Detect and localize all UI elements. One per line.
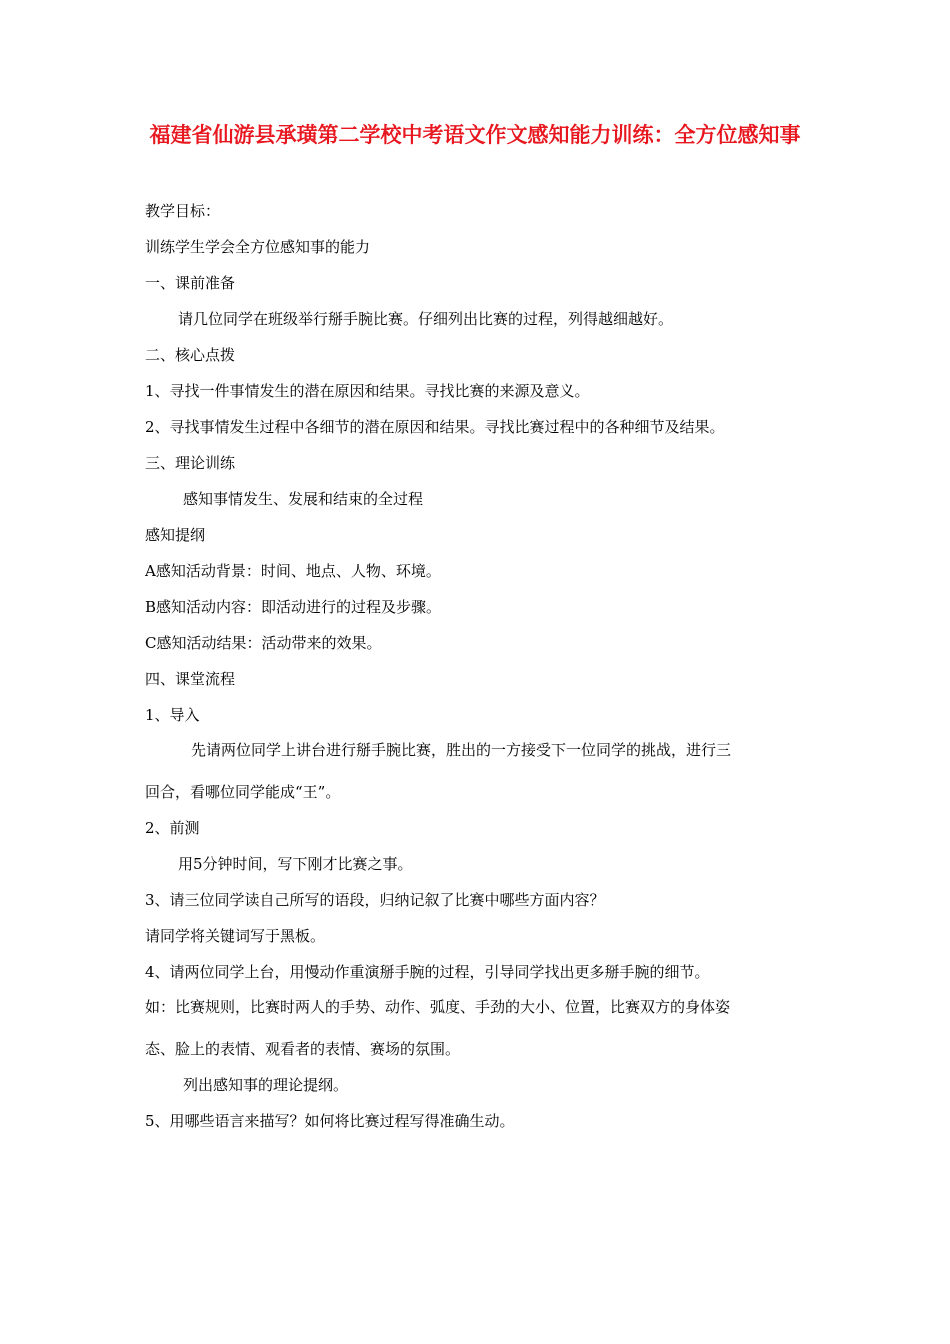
text-line: 2、前测 — [145, 819, 200, 837]
section-heading: 三、理论训练 — [145, 454, 236, 472]
section-heading: 一、课前准备 — [145, 274, 236, 292]
text-line: 5、用哪些语言来描写？如何将比赛过程写得准确生动。 — [145, 1112, 515, 1130]
text-line: 2、寻找事情发生过程中各细节的潜在原因和结果。寻找比赛过程中的各种细节及结果。 — [145, 418, 725, 436]
text-line: C感知活动结果：活动带来的效果。 — [145, 634, 382, 652]
text-line: A感知活动背景：时间、地点、人物、环境。 — [145, 562, 441, 580]
text-line: 3、请三位同学读自己所写的语段，归纳记叙了比赛中哪些方面内容？ — [145, 891, 605, 909]
text-line: 1、导入 — [145, 706, 200, 724]
text-line: 请同学将关键词写于黑板。 — [145, 927, 326, 945]
text-line: 态、脸上的表情、观看者的表情、赛场的氛围。 — [145, 1040, 461, 1058]
text-line: 感知提纲 — [145, 526, 206, 544]
text-line: 回合，看哪位同学能成“王”。 — [145, 783, 341, 801]
text-line: 教学目标： — [145, 202, 221, 220]
text-line: 感知事情发生、发展和结束的全过程 — [183, 490, 424, 508]
text-line: 先请两位同学上讲台进行掰手腕比赛，胜出的一方接受下一位同学的挑战，进行三 — [191, 741, 732, 759]
text-line: 如：比赛规则，比赛时两人的手势、动作、弧度、手劲的大小、位置，比赛双方的身体姿 — [145, 998, 731, 1016]
text-line: 用5分钟时间，写下刚才比赛之事。 — [178, 855, 413, 873]
text-line: 1、寻找一件事情发生的潜在原因和结果。寻找比赛的来源及意义。 — [145, 382, 590, 400]
text-line: 列出感知事的理论提纲。 — [183, 1076, 349, 1094]
text-line: 请几位同学在班级举行掰手腕比赛。仔细列出比赛的过程，列得越细越好。 — [178, 310, 674, 328]
document-title: 福建省仙游县承璜第二学校中考语文作文感知能力训练：全方位感知事 — [149, 123, 801, 147]
text-line: B感知活动内容：即活动进行的过程及步骤。 — [145, 598, 442, 616]
text-line: 4、请两位同学上台，用慢动作重演掰手腕的过程，引导同学找出更多掰手腕的细节。 — [145, 963, 710, 981]
section-heading: 四、课堂流程 — [145, 670, 236, 688]
section-heading: 二、核心点拨 — [145, 346, 236, 364]
text-line: 训练学生学会全方位感知事的能力 — [145, 238, 371, 256]
